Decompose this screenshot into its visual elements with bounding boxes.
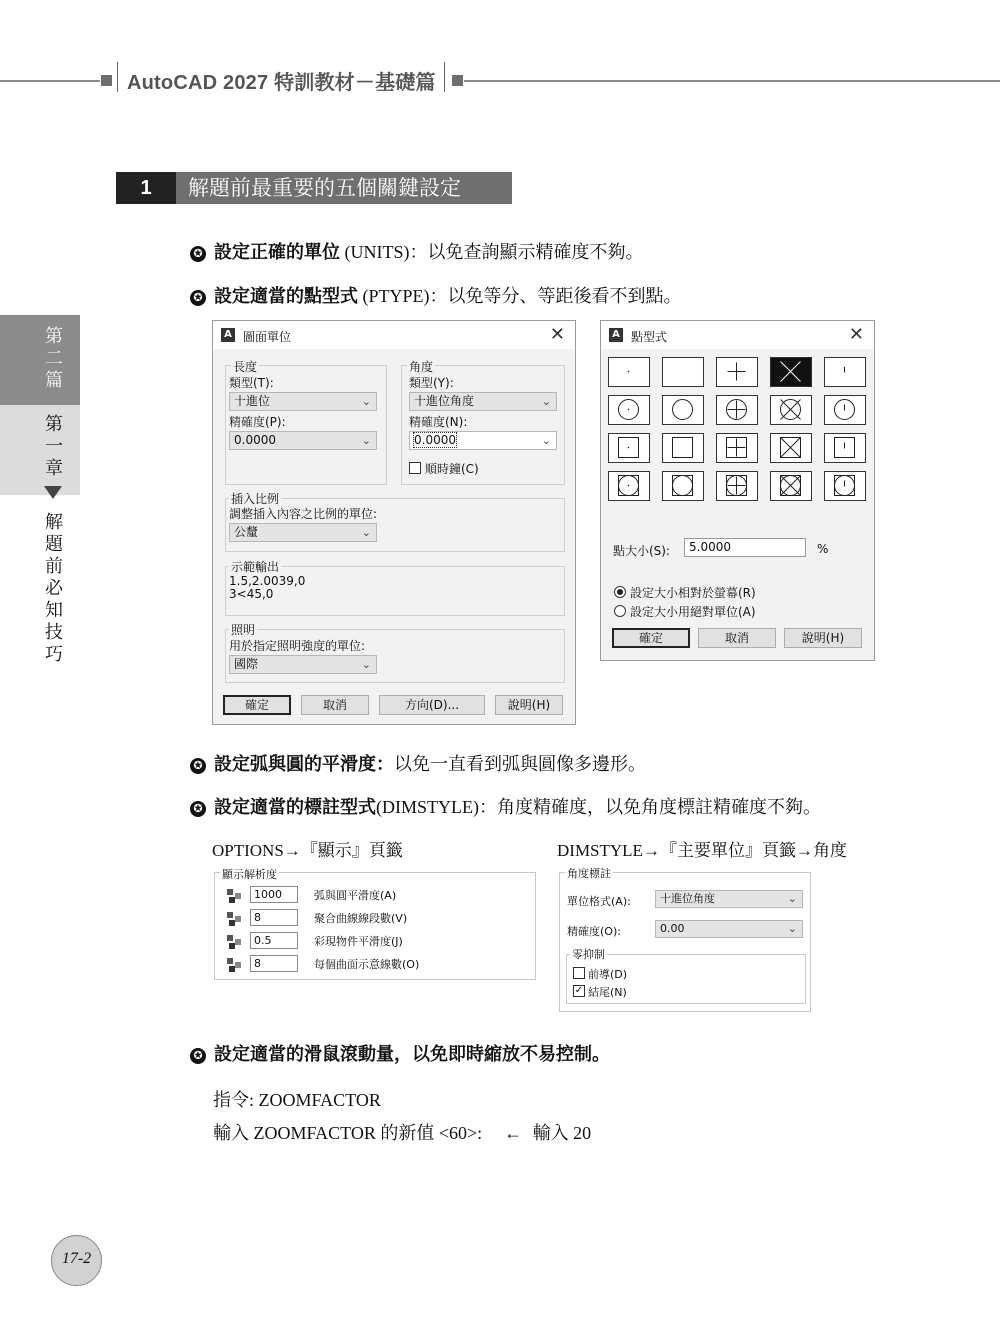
chevron-down-icon: ⌄ — [787, 922, 797, 935]
command-line-2: 輸入 ZOOMFACTOR 的新值 <60>: ← 輸入 20 — [213, 1123, 592, 1143]
side-tab-chapter: 第 一 章 — [45, 414, 63, 479]
trailing-checkbox[interactable]: ✓ — [574, 985, 584, 996]
angle-precision-label: 精確度(N): — [409, 415, 468, 429]
autocad-app-icon: A — [221, 328, 235, 342]
display-resolution-icon — [227, 888, 241, 902]
header-square-right — [452, 75, 463, 86]
point-style-option[interactable] — [770, 395, 812, 425]
size-relative-radio[interactable] — [614, 586, 626, 598]
point-style-option[interactable] — [716, 433, 758, 463]
display-resolution-row-label: 每個曲面示意線數(O) — [314, 958, 420, 971]
ok-button[interactable]: 確定 — [223, 695, 291, 715]
lighting-label: 用於指定照明強度的單位: — [229, 639, 366, 653]
size-absolute-radio[interactable] — [614, 605, 626, 617]
point-style-dialog-titlebar — [601, 321, 874, 349]
point-style-option[interactable] — [824, 433, 866, 463]
point-style-dialog — [600, 320, 875, 661]
star-bullet-icon: ✪ — [190, 758, 206, 774]
close-icon[interactable]: ✕ — [848, 324, 864, 345]
direction-button[interactable]: 方向(D)... — [379, 695, 485, 715]
display-resolution-row-label: 弧與圓平滑度(A) — [314, 889, 397, 902]
point-style-option[interactable] — [824, 395, 866, 425]
bullet-ptype: ✪ 設定適當的點型式 (PTYPE)：以免等分、等距後看不到點。 — [190, 282, 682, 308]
display-resolution-input[interactable]: 0.5 — [250, 932, 298, 949]
units-dialog-title: 圖面單位 — [243, 330, 292, 344]
sample-output-line2: 3<45,0 — [229, 587, 274, 601]
point-style-option[interactable] — [608, 433, 650, 463]
display-resolution-icon — [227, 934, 241, 948]
cancel-button[interactable]: 取消 — [698, 628, 776, 648]
point-size-input[interactable]: 5.0000 — [684, 538, 806, 557]
point-style-option[interactable] — [770, 357, 812, 387]
angle-precision-select[interactable]: 0.0000 ⌄ — [409, 431, 557, 450]
side-tab-chapter-bg — [0, 405, 80, 495]
sample-output-line1: 1.5,2.0039,0 — [229, 574, 306, 588]
side-tab-arrow-icon — [44, 486, 62, 499]
display-resolution-input[interactable]: 8 — [250, 955, 298, 972]
star-bullet-icon: ✪ — [190, 290, 206, 306]
bullet-zoomfactor: ✪ 設定適當的滑鼠滾動量，以免即時縮放不易控制。 — [190, 1040, 610, 1066]
chevron-down-icon: ⌄ — [361, 658, 371, 671]
chevron-down-icon: ⌄ — [541, 434, 551, 447]
header-square-left — [101, 75, 112, 86]
length-group-label: 長度 — [233, 360, 258, 374]
insert-scale-select[interactable]: 公釐 ⌄ — [229, 523, 377, 542]
angle-type-label: 類型(Y): — [409, 376, 454, 390]
header-rule-right — [464, 80, 1000, 82]
trailing-label: 結尾(N) — [588, 986, 627, 999]
unit-format-label: 單位格式(A): — [567, 895, 631, 908]
point-style-option[interactable] — [662, 357, 704, 387]
angle-precision-label: 精確度(O): — [567, 925, 621, 938]
length-precision-label: 精確度(P): — [229, 415, 286, 429]
side-tab-part-bg — [0, 315, 80, 405]
insert-scale-group-label: 插入比例 — [231, 492, 280, 506]
angle-precision-select[interactable]: 0.00 ⌄ — [655, 920, 803, 938]
lighting-group-label: 照明 — [231, 623, 256, 637]
chevron-down-icon: ⌄ — [361, 395, 371, 408]
point-style-option[interactable] — [770, 471, 812, 501]
bullet-dimstyle: ✪ 設定適當的標註型式(DIMSTYLE)：角度精確度，以免角度標註精確度不夠。 — [190, 793, 821, 819]
chevron-down-icon: ⌄ — [361, 526, 371, 539]
sample-output-group-label: 示範輸出 — [231, 560, 280, 574]
display-resolution-input[interactable]: 1000 — [250, 886, 298, 903]
point-style-option[interactable] — [716, 357, 758, 387]
bullet-smoothness: ✪ 設定弧與圓的平滑度：以免一直看到弧與圓像多邊形。 — [190, 750, 646, 776]
display-resolution-icon — [227, 957, 241, 971]
unit-format-select[interactable]: 十進位角度 ⌄ — [655, 890, 803, 908]
display-resolution-icon — [227, 911, 241, 925]
size-absolute-label: 設定大小用絕對單位(A) — [630, 605, 756, 619]
header-rule-left — [0, 80, 100, 82]
point-size-label: 點大小(S): — [613, 544, 671, 558]
ok-button[interactable]: 確定 — [612, 628, 690, 648]
units-dialog-titlebar — [213, 321, 575, 349]
angle-group-label: 角度 — [409, 360, 434, 374]
clockwise-label: 順時鐘(C) — [425, 462, 479, 476]
book-title: AutoCAD 2027 特訓教材－基礎篇 — [127, 72, 436, 94]
point-style-dialog-title: 點型式 — [631, 330, 668, 344]
page-number: 17-2 — [61, 1250, 92, 1267]
bullet-units: ✪ 設定正確的單位 (UNITS)：以免查詢顯示精確度不夠。 — [190, 238, 644, 264]
dimstyle-caption: DIMSTYLE→『主要單位』頁籤→角度 — [557, 841, 847, 860]
star-bullet-icon: ✪ — [190, 1048, 206, 1064]
point-style-option[interactable] — [662, 395, 704, 425]
leading-label: 前導(D) — [588, 968, 628, 981]
close-icon[interactable]: ✕ — [549, 324, 565, 345]
zero-suppression-label: 零抑制 — [572, 948, 605, 961]
display-resolution-label: 顯示解析度 — [222, 868, 277, 881]
point-style-option[interactable] — [608, 471, 650, 501]
point-style-option[interactable] — [770, 433, 812, 463]
arrow-left-icon: ← — [504, 1123, 523, 1143]
display-resolution-input[interactable]: 8 — [250, 909, 298, 926]
angular-dimension-label: 角度標註 — [567, 867, 611, 880]
help-button[interactable]: 說明(H) — [495, 695, 563, 715]
display-resolution-row-label: 聚合曲線線段數(V) — [314, 912, 408, 925]
help-button[interactable]: 說明(H) — [784, 628, 862, 648]
star-bullet-icon: ✪ — [190, 246, 206, 262]
section-number: 1 — [116, 172, 176, 204]
chevron-down-icon: ⌄ — [541, 395, 551, 408]
point-size-unit: % — [817, 542, 829, 556]
chevron-down-icon: ⌄ — [787, 892, 797, 905]
section-title: 解題前最重要的五個關鍵設定 — [176, 172, 512, 204]
point-style-option[interactable] — [824, 357, 866, 387]
side-tab-part: 第 二 篇 — [45, 326, 63, 391]
autocad-app-icon: A — [609, 328, 623, 342]
angle-type-select[interactable]: 十進位角度 ⌄ — [409, 392, 557, 411]
length-type-select[interactable]: 十進位 ⌄ — [229, 392, 377, 411]
cancel-button[interactable]: 取消 — [301, 695, 369, 715]
point-style-option[interactable] — [608, 357, 650, 387]
lighting-select[interactable]: 國際 ⌄ — [229, 655, 377, 674]
point-style-option[interactable] — [608, 395, 650, 425]
star-bullet-icon: ✪ — [190, 801, 206, 817]
units-dialog — [212, 320, 576, 725]
clockwise-checkbox[interactable] — [409, 462, 421, 474]
point-style-option[interactable] — [824, 471, 866, 501]
point-style-option[interactable] — [716, 395, 758, 425]
side-tab-topic: 解 題 前 必 知 技 巧 — [45, 512, 63, 665]
point-style-option[interactable] — [662, 471, 704, 501]
chevron-down-icon: ⌄ — [361, 434, 371, 447]
point-style-option[interactable] — [662, 433, 704, 463]
options-caption: OPTIONS→『顯示』頁籤 — [212, 841, 403, 860]
command-line-1: 指令: ZOOMFACTOR — [213, 1090, 381, 1110]
size-relative-label: 設定大小相對於螢幕(R) — [630, 586, 756, 600]
length-type-label: 類型(T): — [229, 376, 274, 390]
display-resolution-row-label: 彩現物件平滑度(J) — [314, 935, 403, 948]
leading-checkbox[interactable] — [573, 967, 585, 979]
length-precision-select[interactable]: 0.0000 ⌄ — [229, 431, 377, 450]
point-style-option[interactable] — [716, 471, 758, 501]
insert-scale-label: 調整插入內容之比例的單位: — [229, 507, 378, 521]
